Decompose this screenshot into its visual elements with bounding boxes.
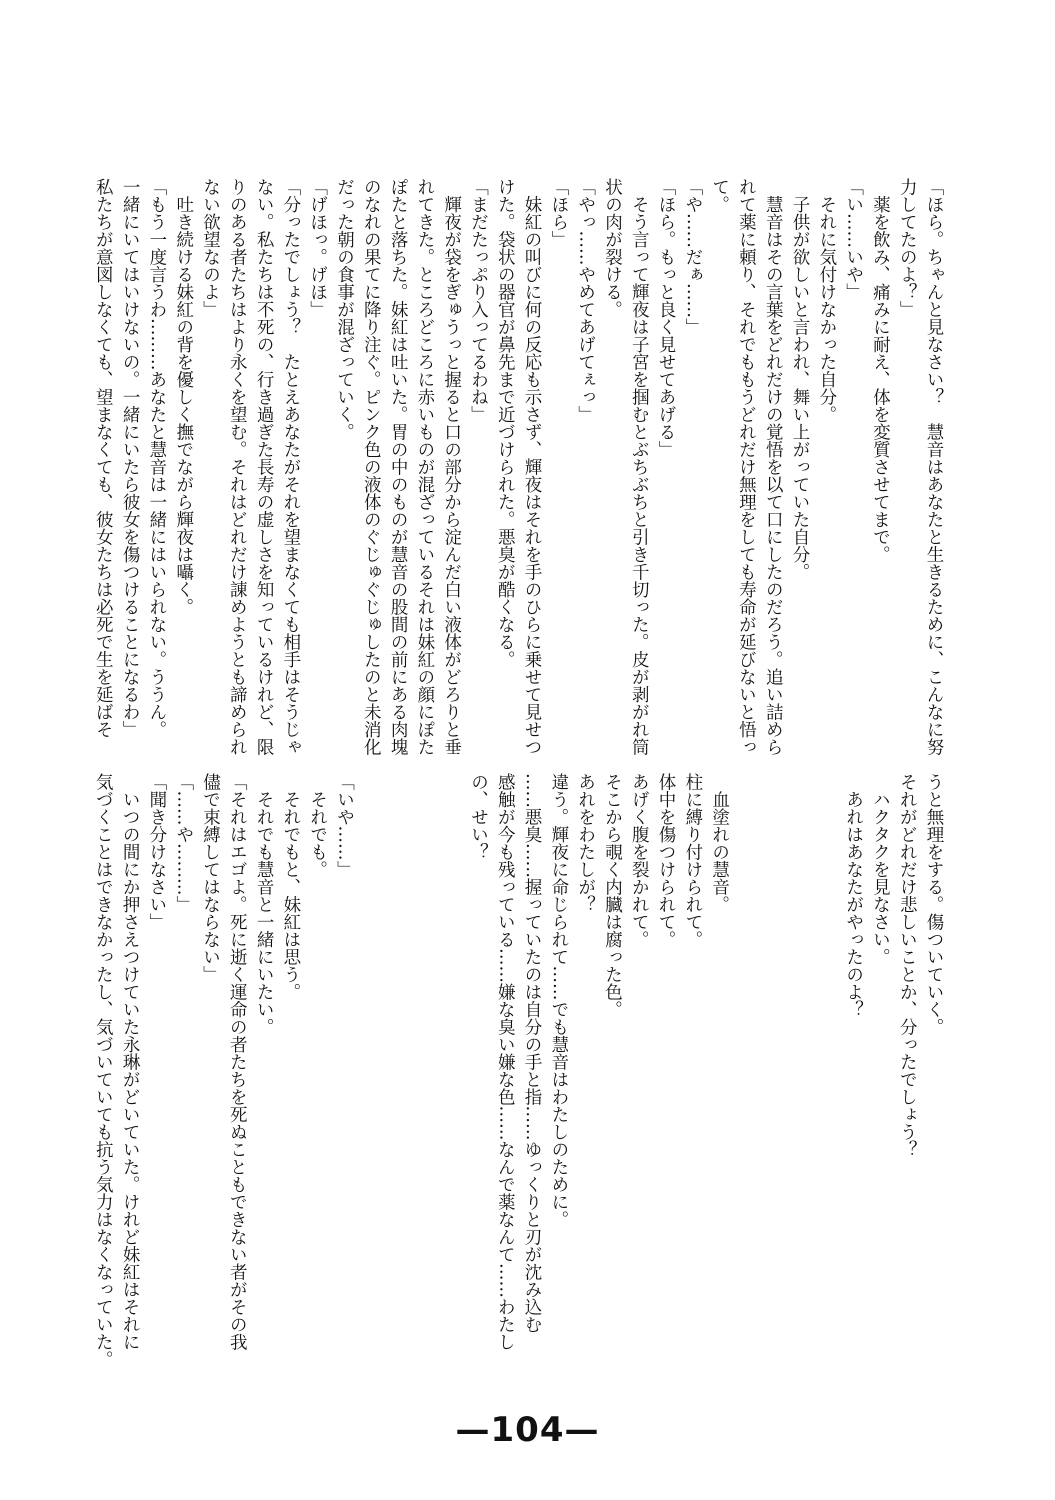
text-line: それでもと、妹紅は思う。: [280, 773, 301, 1001]
text-line: 「ほら。ちゃんと見なさい？ 慧音はあなたと生きるために、こんなに努: [924, 178, 944, 756]
text-line: いつの間にか押さえつけていた永琳がどいていた。けれど妹紅はそれに: [120, 773, 141, 1351]
text-line: 「や……だぁ……」: [682, 178, 703, 336]
text-line: ない欲望なのよ」: [200, 178, 221, 318]
text-line: 「聞き分けなさい」: [146, 773, 167, 931]
text-line: それがどれだけ悲しいことか、分ったでしょう？: [897, 773, 918, 1158]
text-line: それでも慧音と一緒にいたい。: [254, 773, 275, 1036]
text-line: れてきた。ところどころに赤いものが混ざっているそれは妹紅の顔にぽた: [414, 178, 435, 756]
text-line: 力してたのよ？」: [897, 178, 918, 318]
text-line: 私たちが意図しなくても、望まなくても、彼女たちは必死で生を延ばそ: [93, 178, 114, 738]
blank-line: [733, 773, 760, 1348]
text-line: 一緒にいてはいけないの。一緒にいたら彼女を傷つけることになるわ」: [120, 178, 141, 738]
blank-line: [384, 773, 411, 1348]
text-line: 「い……いや」: [843, 178, 864, 301]
text-line: 血塗れの慧音。: [709, 773, 730, 913]
text-line: 「……や………」: [173, 773, 194, 913]
text-line: 「まだたっぷり入ってるわね」: [468, 178, 489, 423]
blank-line: [411, 773, 438, 1348]
text-line: けた。袋状の器官が鼻先まで近づけられた。悪臭が酷くなる。: [495, 178, 516, 668]
text-line: 妹紅の叫びに何の反応も示さず、輝夜はそれを手のひらに乗せて見せつ: [522, 178, 543, 756]
text-line: て。: [709, 178, 730, 213]
text-line: 「ほら」: [548, 178, 569, 248]
text-line: 「げほっ。げほ」: [307, 178, 328, 318]
text-line: ぽたと落ちた。妹紅は吐いた。胃の中のものが慧音の股間の前にある肉塊: [388, 178, 409, 756]
text-line: そこから覗く内臓は腐った色。: [602, 773, 623, 1018]
text-line: 薬を飲み、痛みに耐え、体を変質させてまで。: [870, 178, 891, 563]
blank-line: [759, 773, 786, 1348]
text-line: そう言って輝夜は子宮を掴むとぶちぶちと引き千切った。皮が剥がれ筒: [629, 178, 650, 756]
page-number: —104—: [455, 1410, 600, 1450]
text-line: 柱に縛り付けられて。: [682, 773, 703, 948]
text-line: 輝夜が袋をぎゅうっと握ると口の部分から淀んだ白い液体がどろりと垂: [441, 178, 462, 756]
text-line: 儘で束縛してはならない」: [200, 773, 221, 983]
text-line: 子供が欲しいと言われ、舞い上がっていた自分。: [790, 178, 811, 581]
text-line: 「ほら。もっと良く見せてあげる」: [656, 178, 677, 458]
text-line: 「分ったでしょう？ たとえあなたがそれを望まなくても相手はそうじゃ: [280, 178, 301, 756]
blank-line: [438, 773, 465, 1348]
text-line: 「それはエゴよ。死に逝く運命の者たちを死ぬこともできない者がその我: [227, 773, 248, 1351]
text-line: ない。私たちは不死の、行き過ぎた長寿の虚しさを知っているけれど、限: [254, 178, 275, 756]
text-line: ハクタクを見なさい。: [870, 773, 891, 966]
blank-line: [786, 773, 813, 1348]
text-line: 「やっ……やめてあげてぇっ」: [575, 178, 596, 423]
text-line: あれはあなたがやったのよ？: [843, 773, 864, 1018]
text-line: 慧音はその言葉をどれだけの覚悟を以て口にしたのだろう。追い詰めら: [763, 178, 784, 756]
text-line: だった朝の食事が混ざっていく。: [334, 178, 355, 441]
text-line: 体中を傷つけられて。: [656, 773, 677, 948]
text-line: 「いや……」: [334, 773, 355, 878]
text-line: あげく腹を裂かれて。: [629, 773, 650, 948]
text-line: りのある者たちはより永くを望む。それはどれだけ諌めようとも諦められ: [227, 178, 248, 756]
text-line: のなれの果てに降り注ぐ。ピンク色の液体のぐじゅぐじゅしたのと未消化: [361, 178, 382, 756]
text-line: うと無理をする。傷ついていく。: [924, 773, 944, 1036]
text-line: 違う。輝夜に命じられて……でも慧音はわたしのために。: [548, 773, 569, 1228]
text-line: 感触が今も残っている……嫌な臭い嫌な色……なんで薬なんて……わたし: [495, 773, 516, 1351]
blank-line: [357, 773, 384, 1348]
blank-line: [813, 773, 840, 1348]
text-line: それに気付けなかった自分。: [816, 178, 837, 423]
text-line: 状の肉が裂ける。: [602, 178, 623, 318]
text-line: れて薬に頼り、それでももうどれだけ無理をしても寿命が延びないと悟っ: [736, 178, 757, 756]
upper-text-block: [90, 178, 948, 756]
text-line: ……悪臭……握っていたのは自分の手と指……ゆっくりと刃が沈み込む: [522, 773, 543, 1333]
text-line: 気づくことはできなかったし、気づいていても抗う気力はなくなっていた。: [93, 773, 114, 1368]
text-line: 吐き続ける妹紅の背を優しく撫でながら輝夜は囁く。: [173, 178, 194, 616]
text-line: あれをわたしが？: [575, 773, 596, 913]
text-line: の、せい？: [468, 773, 489, 861]
text-line: それでも。: [307, 773, 328, 878]
text-line: 「もう一度言うわ………あなたと慧音は一緒にはいられない。ううん。: [146, 178, 167, 738]
lower-text-block: [90, 773, 948, 1368]
